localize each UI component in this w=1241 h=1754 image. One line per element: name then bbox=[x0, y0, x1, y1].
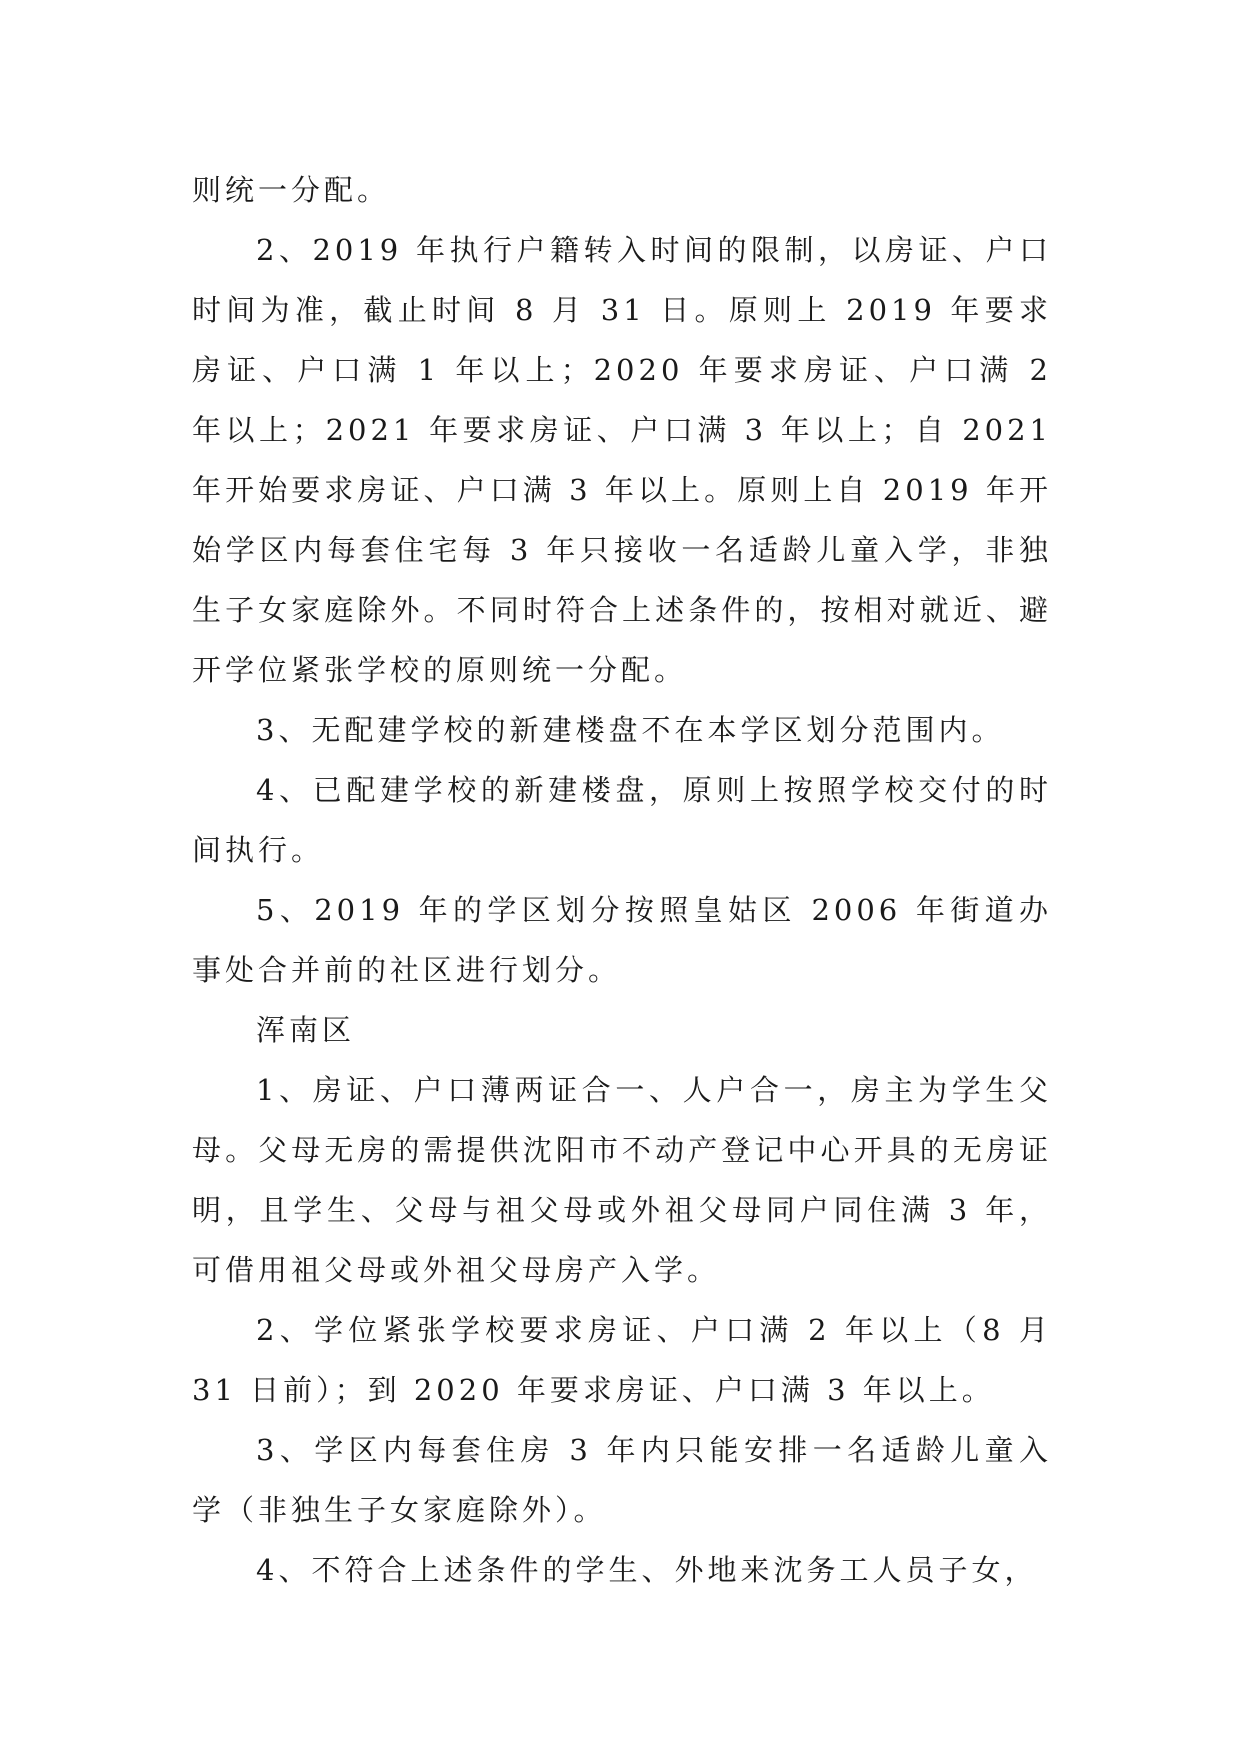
paragraph-item-5-district-division: 5、2019 年的学区划分按照皇姑区 2006 年街道办事处合并前的社区进行划分。 bbox=[192, 893, 1052, 987]
paragraph-hunnan-item-1: 1、房证、户口薄两证合一、人户合一，房主为学生父母。父母无房的需提供沈阳市不动产登记中心开具的无房证明，且学生、父母与祖父母或外祖父母同户同住满 3 年，可借用祖父母或外祖父母房产入学。 bbox=[192, 1073, 1052, 1287]
paragraph-hunnan-item-2: 2、学位紧张学校要求房证、户口满 2 年以上（8 月 31 日前）；到 2020 年要求房证、户口满 3 年以上。 bbox=[192, 1313, 1052, 1407]
document-body bbox=[192, 160, 1052, 1600]
paragraph-hunnan-item-4: 4、不符合上述条件的学生、外地来沈务工人员子女， bbox=[256, 1553, 1038, 1587]
paragraph-item-3-new-buildings: 3、无配建学校的新建楼盘不在本学区划分范围内。 bbox=[256, 713, 1005, 747]
paragraph-hunnan-item-3: 3、学区内每套住房 3 年内只能安排一名适龄儿童入学（非独生子女家庭除外）。 bbox=[192, 1433, 1052, 1527]
paragraph-item-2-household-registration: 2、2019 年执行户籍转入时间的限制，以房证、户口时间为准，截止时间 8 月 31 日。原则上 2019 年要求房证、户口满 1 年以上；2020 年要求房证、户口满 2 年以上；2021 年要求房证、户口满 3 年以上；自 2021 年开始要求房证、户口满 3 年以上。原则上自 2019 年开始学区内每套住宅每 3 年只接收一名适龄儿童入学，非独生子女家庭除外。不同时符合上述条件的，按相对就近、避开学位紧张学校的原则统一分配。 bbox=[192, 233, 1052, 687]
paragraph-continuation: 则统一分配。 bbox=[192, 173, 391, 207]
section-heading-hunnan: 浑南区 bbox=[256, 1013, 356, 1047]
paragraph-item-4-built-schools: 4、已配建学校的新建楼盘，原则上按照学校交付的时间执行。 bbox=[192, 773, 1052, 867]
